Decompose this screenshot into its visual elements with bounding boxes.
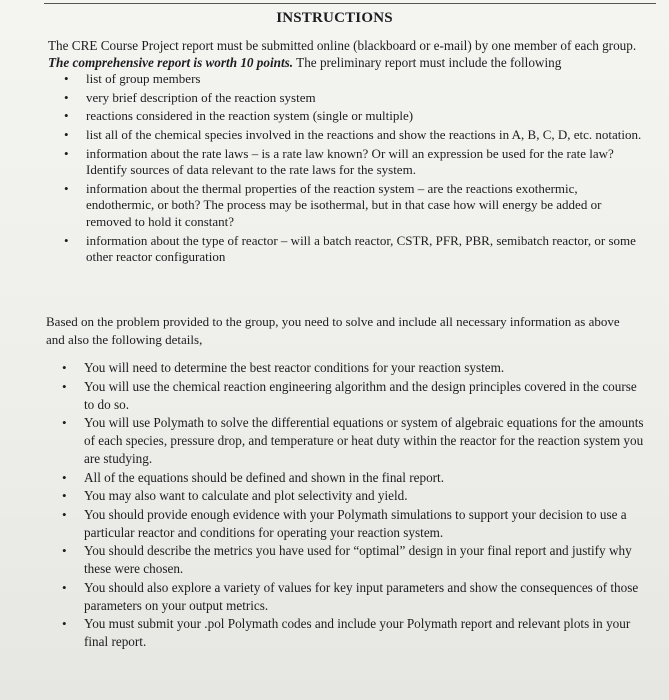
list-item-text: You must submit your .pol Polymath codes and include your Polymath report and relevant plots in your final report. [84, 616, 631, 649]
list-item [64, 108, 646, 125]
intro-text-1: The CRE Course Project report must be submitted online (blackboard or e-mail) by one member of each group. [48, 38, 637, 53]
list-item-text: You will need to determine the best reactor conditions for your reaction system. [84, 360, 505, 375]
list-item-text: reactions considered in the reaction system (single or multiple) [86, 108, 414, 124]
list-item [64, 127, 646, 144]
page-title: INSTRUCTIONS [276, 10, 393, 26]
list-item [62, 469, 644, 487]
bullet-icon: • [62, 616, 67, 631]
list-item-text: You should provide enough evidence with your Polymath simulations to support your decision to use a particular reactor and conditions for operating your reaction system. [84, 506, 627, 540]
bullet-icon: • [62, 488, 67, 503]
list-item [64, 89, 646, 107]
bullet-icon: • [62, 415, 67, 430]
intro-emphasis: The comprehensive report is worth 10 points. [48, 55, 294, 70]
list-item-text: You will use the chemical reaction engineering algorithm and the design principles covered in the course to do so. [84, 378, 637, 412]
list-item-text: You will use Polymath to solve the differential equations or system of algebraic equations for the amounts of each species, pressure drop, and temperature or heat duty within the reactor for the reaction system you are studying. [84, 415, 644, 466]
list-item [62, 506, 644, 542]
list-item-text: You should also explore a variety of values for key input parameters and show the consequences of those parameters on your output metrics. [84, 579, 639, 613]
bullet-icon: • [62, 543, 67, 558]
list-item-text: list of group members [86, 71, 201, 86]
list-item-text: You should describe the metrics you have used for “optimal” design in your final report and justify why these were chosen. [84, 543, 632, 576]
list-item [62, 615, 644, 651]
list-item [64, 145, 646, 179]
bullet-icon: • [62, 579, 67, 595]
list-item [62, 414, 644, 468]
list-item-text: list all of the chemical species involved in the reactions and show the reactions in A, B, C, D, etc. notation. [86, 127, 642, 143]
list-item-text: All of the equations should be defined and shown in the final report. [84, 469, 445, 485]
bullet-icon: • [64, 127, 69, 143]
list-item-text: very brief description of the reaction system [86, 89, 316, 105]
list-item [62, 378, 644, 414]
list-item [62, 579, 644, 615]
intro-paragraph [48, 37, 646, 71]
bullet-icon: • [64, 108, 69, 124]
bullet-icon: • [62, 506, 67, 522]
list-item-text: information about the rate laws – is a rate law known? Or will an expression be used for the rate law? Identify sources of data relevant to the rate laws for the system. [86, 145, 614, 178]
bullet-icon: • [64, 71, 69, 86]
bullet-icon: • [62, 469, 67, 485]
bullet-icon: • [64, 232, 69, 248]
bullet-icon: • [64, 145, 69, 161]
intro-text-2: The preliminary report must include the following [293, 55, 562, 70]
list-item-text: information about the thermal properties of the reaction system – are the reactions exothermic, endothermic, or both? The process may be isothermal, but in that case how will energy be added or removed to hold it constant? [86, 180, 602, 229]
list-item [62, 487, 644, 505]
preliminary-list [64, 71, 646, 268]
list-item [62, 359, 644, 377]
bullet-icon: • [64, 180, 69, 196]
list-item [64, 232, 646, 266]
top-rule [44, 3, 656, 4]
details-paragraph: Based on the problem provided to the group, you need to solve and include all necessary information as above and also the following details, [46, 314, 620, 347]
list-item [64, 71, 646, 88]
bullet-icon: • [62, 360, 67, 375]
bullet-icon: • [64, 89, 69, 105]
bullet-icon: • [62, 378, 67, 394]
list-item-text: You may also want to calculate and plot selectivity and yield. [84, 488, 408, 503]
details-list [62, 359, 644, 652]
list-item [62, 542, 644, 578]
list-item [64, 180, 646, 231]
list-item-text: information about the type of reactor – will a batch reactor, CSTR, PFR, PBR, semibatch reactor, or some other reactor configuration [86, 232, 636, 265]
